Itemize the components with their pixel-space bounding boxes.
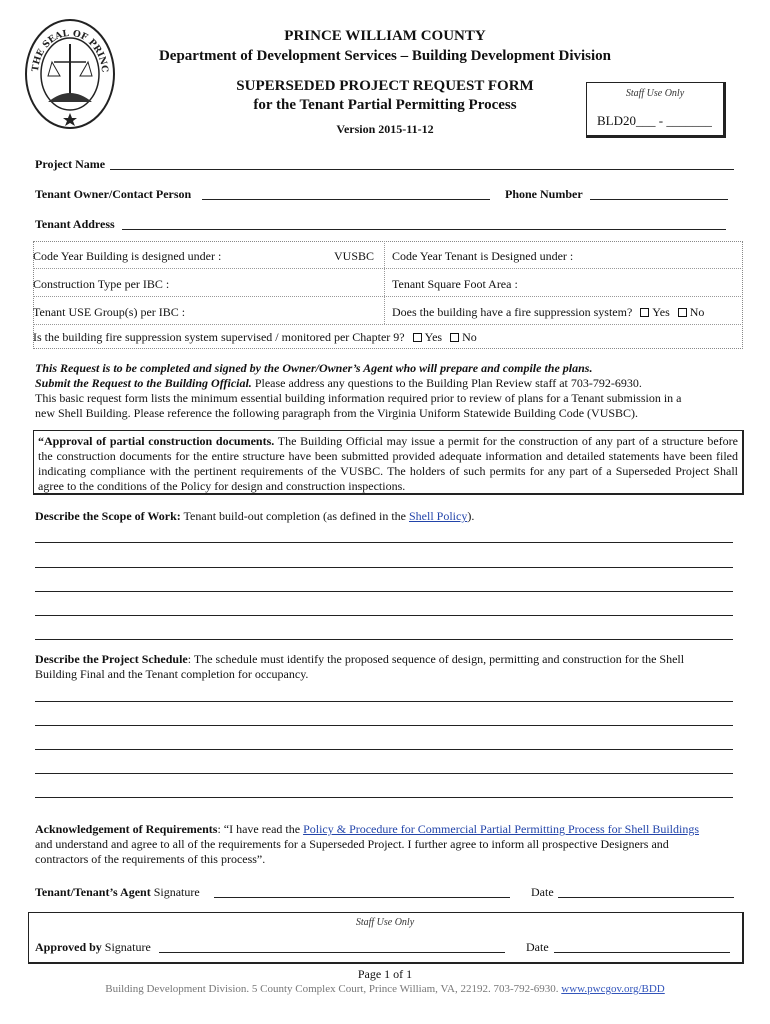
tenant-signature-label: Tenant/Tenant’s Agent Signature <box>35 885 200 899</box>
tenant-address-field[interactable] <box>122 229 726 230</box>
scope-of-work-line[interactable] <box>35 542 733 543</box>
partial-permitting-policy-link[interactable]: Policy & Procedure for Commercial Partial Permitting Process for Shell Buildings <box>303 822 700 836</box>
county-title: PRINCE WILLIAM COUNTY <box>284 28 486 44</box>
supervised-yes-checkbox[interactable] <box>413 333 422 342</box>
supervised-no-checkbox[interactable] <box>450 333 459 342</box>
tenant-address-label: Tenant Address <box>35 217 115 231</box>
form-subtitle: for the Tenant Partial Permitting Process <box>253 97 517 113</box>
project-schedule-line[interactable] <box>35 773 733 774</box>
approval-date-field[interactable] <box>554 952 730 953</box>
project-schedule-line[interactable] <box>35 725 733 726</box>
tenant-signature-field[interactable] <box>214 897 510 898</box>
project-name-label: Project Name <box>35 157 106 171</box>
phone-number-field[interactable] <box>590 199 728 200</box>
scope-of-work-line[interactable] <box>35 639 733 640</box>
scope-of-work-label: Describe the Scope of Work: Tenant build-out completion (as defined in the Shell Policy). <box>35 509 475 523</box>
tenant-square-foot-label: Tenant Square Foot Area : <box>392 277 518 291</box>
approval-date-label: Date <box>526 940 549 954</box>
scope-of-work-line[interactable] <box>35 567 733 568</box>
tenant-use-group-label: Tenant USE Group(s) per IBC : <box>33 305 186 319</box>
form-version: Version 2015-11-12 <box>336 122 434 136</box>
yes-label: Yes <box>424 330 443 344</box>
tenant-date-label: Date <box>531 885 554 899</box>
construction-type-label: Construction Type per IBC : <box>33 277 170 291</box>
instruction-line-4: new Shell Building. Please reference the following paragraph from the Virginia Uniform Statewide Building Code (VUSBC). <box>35 406 639 420</box>
scope-of-work-line[interactable] <box>35 615 733 616</box>
fire-suppression-no-checkbox[interactable] <box>678 308 687 317</box>
project-schedule-label-2: Building Final and the Tenant completion for occupancy. <box>35 667 309 681</box>
staff-use-label: Staff Use Only <box>355 917 415 928</box>
no-label: No <box>689 305 705 319</box>
footer-address: Building Development Division. 5 County Complex Court, Prince William, VA, 22192. 703-792-6930. www.pwcgov.org/BDD <box>105 983 665 995</box>
staff-approval-box <box>28 912 744 964</box>
fire-suppression-question: Does the building have a fire suppression system? Yes No <box>392 305 705 319</box>
table-row <box>33 325 743 349</box>
table-row <box>33 269 743 297</box>
instruction-line-1: This Request is to be completed and signed by the Owner/Owner’s Agent who will prepare and compile the plans. <box>35 361 593 375</box>
department-title: Department of Development Services – Building Development Division <box>158 48 612 64</box>
acknowledgement-line-1: Acknowledgement of Requirements: “I have read the Policy & Procedure for Commercial Partial Permitting Process for Shell Buildings <box>35 822 700 836</box>
acknowledgement-line-2: and understand and agree to all of the requirements for a Superseded Project. I further agree to inform all prospective Designers and <box>35 837 669 851</box>
supervised-question: Is the building fire suppression system supervised / monitored per Chapter 9? Yes No <box>33 330 477 344</box>
staff-use-label: Staff Use Only <box>625 88 685 99</box>
svg-text:THE SEAL OF PRINCE WILLIAM COU: THE SEAL OF PRINC <box>30 28 110 73</box>
shell-policy-link[interactable]: Shell Policy <box>408 509 468 523</box>
tenant-owner-label: Tenant Owner/Contact Person <box>35 187 192 201</box>
tenant-owner-field[interactable] <box>202 199 490 200</box>
staff-use-box <box>586 82 726 138</box>
pwcgov-link[interactable]: www.pwcgov.org/BDD <box>561 983 665 995</box>
county-seal <box>24 18 116 130</box>
approved-by-signature-field[interactable] <box>159 952 505 953</box>
page-number: Page 1 of 1 <box>357 967 413 981</box>
project-schedule-line[interactable] <box>35 797 733 798</box>
table-row <box>33 297 743 325</box>
no-label: No <box>462 330 477 344</box>
project-schedule-line[interactable] <box>35 749 733 750</box>
instruction-line-2: Submit the Request to the Building Official. Please address any questions to the Building Plan Review staff at 703-792-6930. <box>35 376 642 390</box>
vusbc-quote-box: “Approval of partial construction documents. The Building Official may issue a permit for the construction of any part of a structure before the construction documents for the entire structure have been submitted provided adequate information and detailed statements have been filed indicating compliance with the pertinent requirements of the VUSBC. The holders of such permits for any part of a Superseded Project Shall agree to the conditions of the Policy for design and construction inspections. <box>33 430 744 495</box>
project-schedule-label: Describe the Project Schedule: The schedule must identify the proposed sequence of design, permitting and construction for the Shell <box>35 652 685 666</box>
project-schedule-line[interactable] <box>35 701 733 702</box>
form-title: SUPERSEDED PROJECT REQUEST FORM <box>236 78 534 94</box>
fire-suppression-yes-checkbox[interactable] <box>640 308 649 317</box>
acknowledgement-line-3: contractors of the requirements of this process”. <box>35 852 266 866</box>
vusbc-value: VUSBC <box>334 249 375 263</box>
code-year-building-label: Code Year Building is designed under : <box>33 249 222 263</box>
permit-number-field[interactable]: BLD20___ - _______ <box>597 113 712 128</box>
scope-of-work-line[interactable] <box>35 591 733 592</box>
phone-number-label: Phone Number <box>505 187 583 201</box>
project-name-field[interactable] <box>110 169 734 170</box>
instruction-line-3: This basic request form lists the minimum essential building information required prior to review of plans for a Tenant submission in a <box>35 391 682 405</box>
yes-label: Yes <box>652 305 670 319</box>
approved-by-label: Approved by Signature <box>35 940 151 954</box>
code-year-tenant-label: Code Year Tenant is Designed under : <box>392 249 574 263</box>
tenant-date-field[interactable] <box>558 897 734 898</box>
table-row <box>33 241 743 269</box>
